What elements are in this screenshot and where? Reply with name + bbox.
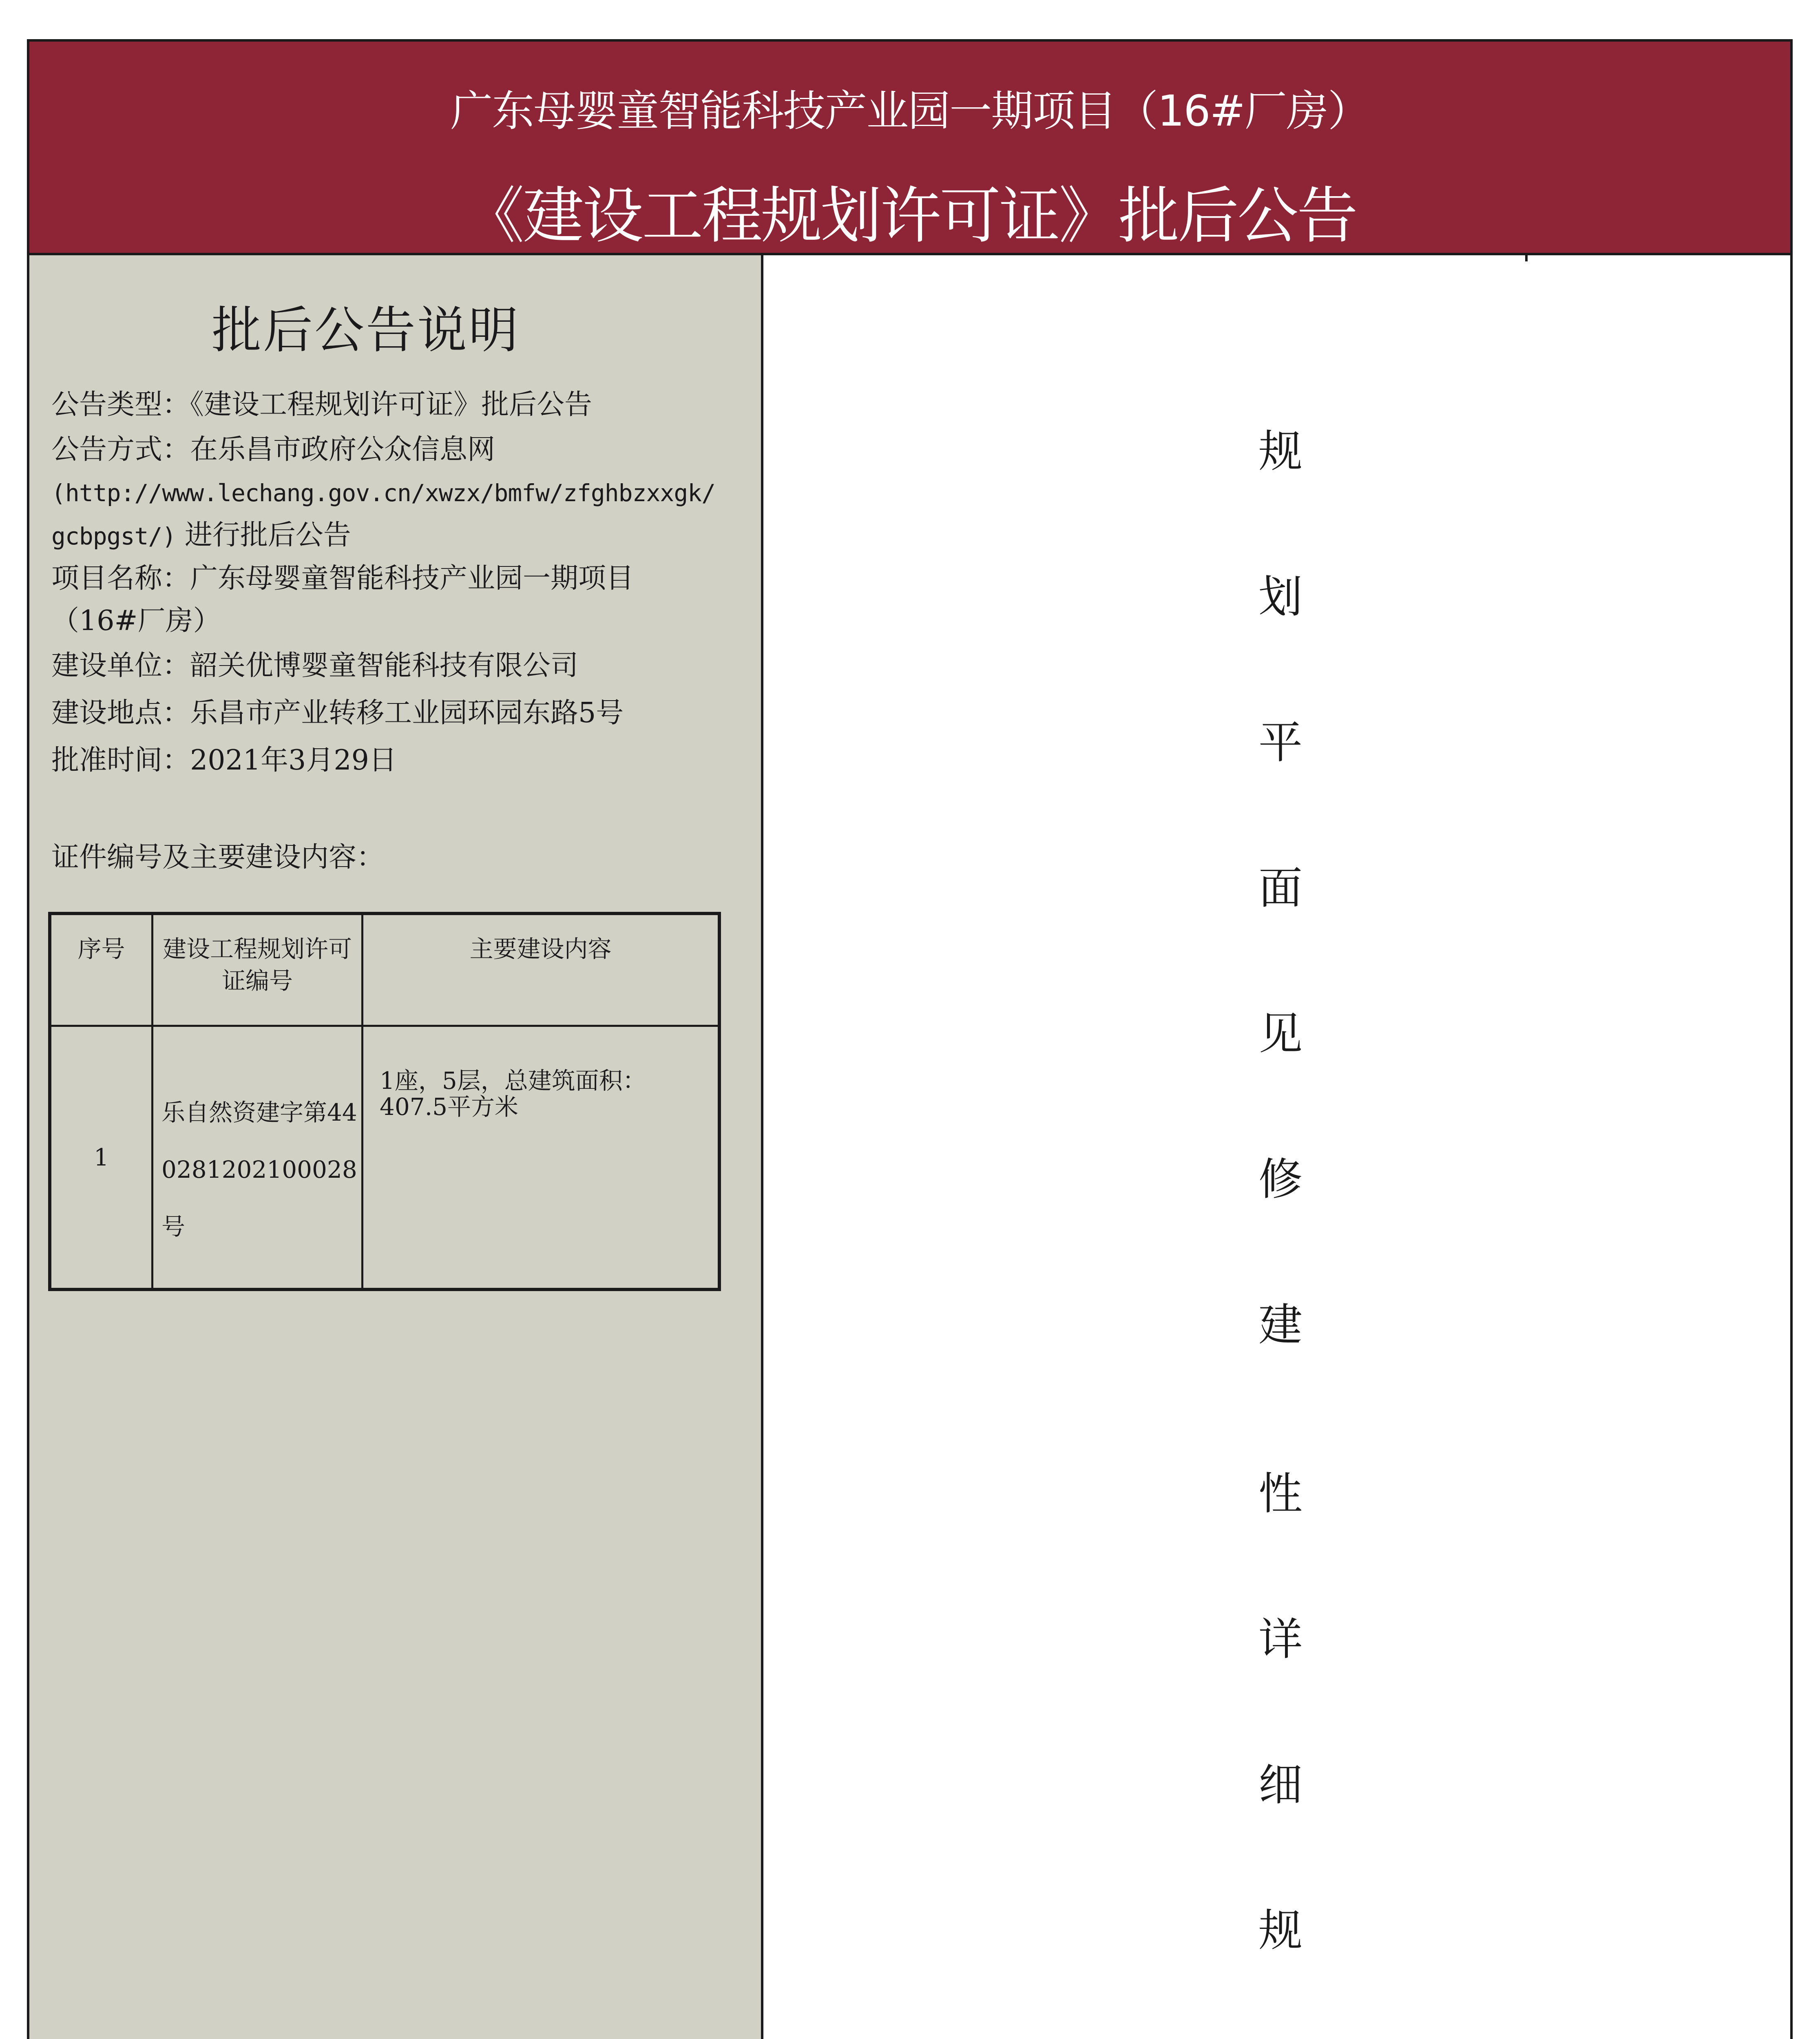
vertical-char: 规	[1258, 1905, 1303, 1956]
table-row	[50, 1026, 719, 1290]
vertical-char: 详	[1258, 1614, 1303, 1665]
vertical-char: 细	[1258, 1760, 1303, 1811]
column-header-content: 主要建设内容	[363, 913, 720, 1026]
permits-label: 证件编号及主要建设内容：	[51, 841, 385, 874]
notice-info	[51, 381, 720, 784]
project-title: 广东母婴童智能科技产业园一期项目（16#厂房）	[450, 86, 1369, 136]
column-header-number: 序号	[50, 913, 153, 1026]
divider-tick	[1525, 255, 1528, 261]
project-name: 项目名称：广东母婴童智能科技产业园一期项目（16#厂房）	[51, 562, 634, 637]
permits-table	[48, 912, 721, 1291]
vertical-char: 见	[1258, 1008, 1303, 1059]
notice-type: 公告类型：《建设工程规划许可证》批后公告	[51, 389, 593, 421]
vertical-char: 建	[1258, 1300, 1303, 1351]
notice-method-suffix: 进行批后公告	[176, 519, 351, 551]
announcement-title: 《建设工程规划许可证》批后公告	[463, 181, 1356, 252]
notice-method	[51, 429, 720, 557]
table-header-row	[50, 913, 719, 1026]
notice-method-prefix: 公告方式：在乐昌市政府公众信息网	[51, 433, 495, 466]
vertical-char: 规	[1258, 426, 1303, 477]
construction-unit: 建设单位：韶关优博婴童智能科技有限公司	[51, 650, 579, 682]
vertical-char: 平	[1258, 717, 1303, 768]
vertical-char: 性	[1258, 1468, 1303, 1519]
construction-content: 1座，5层，总建筑面积：407.5平方米	[363, 1026, 720, 1290]
explanation-title: 批后公告说明	[212, 301, 520, 359]
vertical-char: 面	[1258, 863, 1303, 914]
construction-location: 建设地点：乐昌市产业转移工业园环园东路5号	[51, 697, 624, 729]
row-number: 1	[50, 1026, 153, 1290]
approval-date: 批准时间：2021年3月29日	[51, 744, 397, 776]
permit-number: 乐自然资建字第440281202100028号	[153, 1026, 363, 1290]
vertical-char: 划	[1258, 572, 1303, 623]
vertical-char: 修	[1258, 1154, 1303, 1205]
column-header-permit: 建设工程规划许可证编号	[153, 913, 363, 1026]
notice-header	[27, 39, 1793, 255]
notice-method-url: (http://www.lechang.gov.cn/xwzx/bmfw/zfghbzxxgk/gcbpgst/)	[51, 479, 716, 550]
